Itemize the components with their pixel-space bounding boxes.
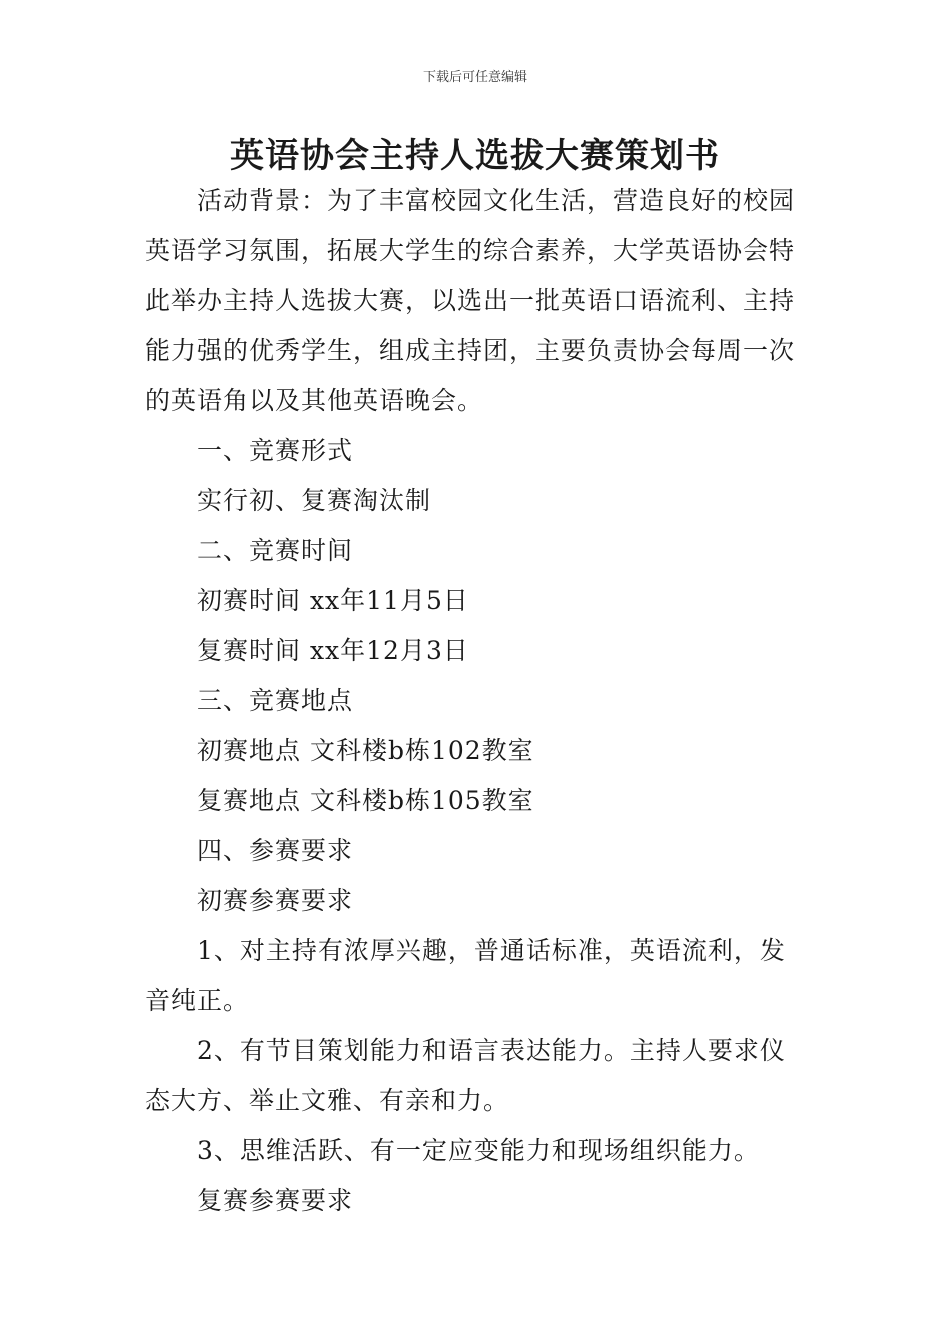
paragraph-final-location: 复赛地点 文科楼b栋105教室 <box>197 786 534 815</box>
section-heading-location: 三、竞赛地点 <box>197 686 354 715</box>
requirement-item-1: 1、对主持有浓厚兴趣，普通话标准，英语流利，发音纯正。 <box>145 936 786 1015</box>
paragraph-background: 活动背景：为了丰富校园文化生活，营造良好的校园英语学习氛围，拓展大学生的综合素养，大学英语协会特此举办主持人选拔大赛，以选出一批英语口语流利、主持能力强的优秀学生，组成主持团，主要负责协会每周一次的英语角以及其他英语晚会。 <box>145 186 796 415</box>
paragraph-final-requirements: 复赛参赛要求 <box>197 1186 354 1215</box>
document-title: 英语协会主持人选拔大赛策划书 <box>230 136 720 176</box>
section-heading-format: 一、竞赛形式 <box>197 436 354 465</box>
requirement-item-3: 3、思维活跃、有一定应变能力和现场组织能力。 <box>197 1136 760 1165</box>
paragraph-format: 实行初、复赛淘汰制 <box>197 486 432 515</box>
section-heading-time: 二、竞赛时间 <box>197 536 354 565</box>
paragraph-final-time: 复赛时间 xx年12月3日 <box>197 636 469 665</box>
section-heading-requirements: 四、参赛要求 <box>197 836 354 865</box>
document-body <box>145 176 810 1226</box>
paragraph-prelim-location: 初赛地点 文科楼b栋102教室 <box>197 736 534 765</box>
requirement-item-2: 2、有节目策划能力和语言表达能力。主持人要求仪态大方、举止文雅、有亲和力。 <box>145 1036 786 1115</box>
paragraph-prelim-requirements: 初赛参赛要求 <box>197 886 354 915</box>
paragraph-prelim-time: 初赛时间 xx年11月5日 <box>197 586 469 615</box>
header-note: 下载后可任意编辑 <box>422 70 527 85</box>
